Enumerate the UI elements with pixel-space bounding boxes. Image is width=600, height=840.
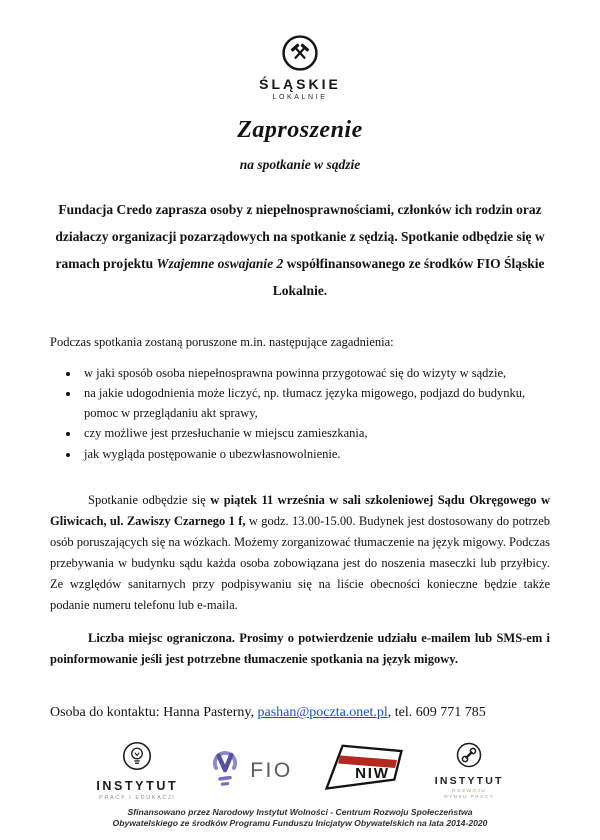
niw-logo <box>323 742 405 799</box>
funding-note <box>0 807 600 830</box>
brand-name: ŚLĄSKIE <box>259 76 341 92</box>
details-text-2: w godz. 13.00-15.00. Budynek jest dostosowany do potrzeb osób poruszających się na wózkach. Możemy zorganizować tłumaczenie na język migowy. Podczas przebywania w budynku sądu każda osoba zobowiązana jest do noszenia maseczki lub przyłbicy. Ze względów sanitarnych przy podpisywaniu się na liście obecności konieczne będzie także podanie numeru telefonu lub e-maila. <box>50 513 550 612</box>
agenda-lead: Podczas spotkania zostaną poruszone m.in. następujące zagadnienia: <box>50 335 394 349</box>
intro-text-2: współfinansowanego ze środków FIO Śląskie Lokalnie. <box>272 256 545 298</box>
agenda-list <box>50 364 550 464</box>
mining-hammers-icon <box>0 34 600 72</box>
document-body <box>50 196 550 721</box>
contact-text-2: , tel. 609 771 785 <box>387 705 486 721</box>
intro-paragraph <box>50 196 550 304</box>
contact-email-link[interactable]: pashan@poczta.onet.pl <box>257 705 388 721</box>
agenda-item: • na jakie udogodnienia może liczyć, np. tłumacz języka migowego, podjazd do budynku, pomoc w przeglądaniu akt sprawy, <box>80 384 550 423</box>
rsvp-paragraph: Liczba miejsc ograniczona. Prosimy o potwierdzenie udziału e-mailem lub SMS-em i poinformowanie jeśli jest potrzebne tłumaczenie spotkania na język migowy. <box>50 631 550 667</box>
details-venue: w piątek 11 września w sali szkoleniowej Sądu Okręgowego w Gliwicach, ul. Zawiszy Czarnego 1 f, <box>50 492 551 528</box>
irrp-subname-2: RYNKU PRACY <box>444 794 495 800</box>
fio-label: FIO <box>250 758 293 782</box>
wrench-icon <box>456 755 482 772</box>
agenda-item: • w jaki sposób osoba niepełnosprawna powinna przygotować się do wizyty w sądzie, <box>80 364 550 383</box>
slaskie-lokalnie-logo <box>0 0 600 101</box>
project-name: Wzajemne oswajanie 2 <box>156 256 284 271</box>
brand-subname: LOKALNIE <box>272 94 328 101</box>
intro-text-1: Fundacja Credo zaprasza osoby z niepełnosprawnościami, członków ich rodzin oraz działaczy organizacji pozarządowych na spotkanie z sędzią. Spotkanie odbędzie się w ramach projektu <box>55 202 545 271</box>
instytut-rozwoju-rynku-pracy-logo <box>435 742 504 800</box>
details-paragraph <box>50 490 550 616</box>
fio-logo <box>208 746 293 795</box>
page-subtitle: na spotkanie w sądzie <box>239 157 361 172</box>
irrp-name: INSTYTUT <box>434 774 504 787</box>
funding-line-1: Sfinansowano przez Narodowy Instytut Wolności - Centrum Rozwoju Społeczeństwa <box>127 806 473 817</box>
agenda-item: • czy możliwe jest przesłuchanie w miejscu zamieszkania, <box>80 424 550 443</box>
instytut-pracy-i-edukacji-logo <box>96 741 178 801</box>
agenda-item: • jak wygląda postępowanie o ubezwłasnowolnienie. <box>80 445 550 464</box>
ipe-subname: PRACY I EDUKACJI <box>99 794 176 801</box>
contact-line <box>50 705 550 721</box>
page-title: Zaproszenie <box>237 117 363 143</box>
niw-flag-icon <box>323 765 405 798</box>
partner-logos <box>0 741 600 801</box>
footer <box>0 741 600 830</box>
contact-text-1: Osoba do kontaktu: Hanna Pasterny, <box>50 705 258 721</box>
niw-label: NIW <box>354 765 390 783</box>
irrp-subname-1: ROZWOJU <box>452 788 487 794</box>
funding-line-2: Obywatelskiego ze środków Programu Funduszu Inicjatyw Obywatelskich na lata 2014-2020 <box>112 818 488 829</box>
lightbulb-icon <box>122 758 152 775</box>
details-text-1: Spotkanie odbędzie się <box>88 492 211 507</box>
ipe-name: INSTYTUT <box>96 778 179 793</box>
fio-bulb-icon <box>208 746 242 795</box>
